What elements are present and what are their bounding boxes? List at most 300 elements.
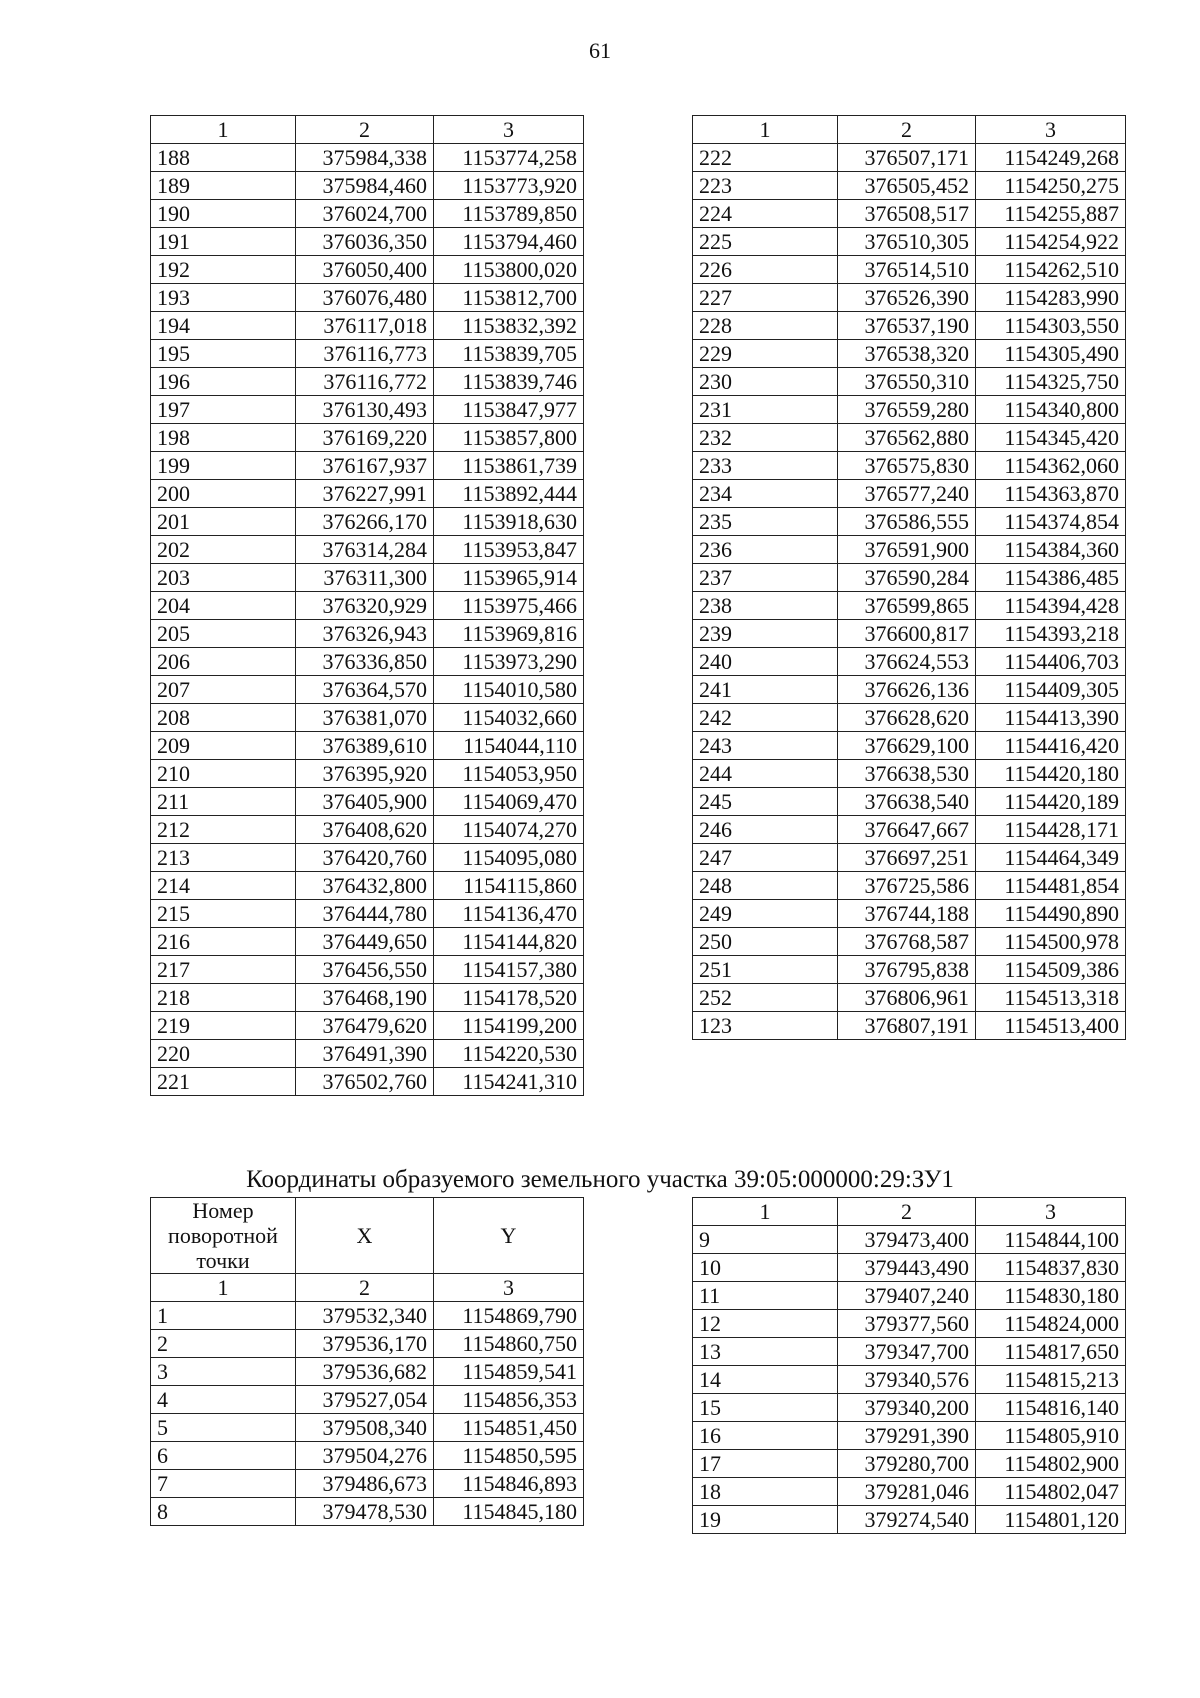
point-number-cell: 6 bbox=[151, 1442, 296, 1470]
x-coordinate-cell: 379473,400 bbox=[838, 1226, 976, 1254]
x-coordinate-cell: 376577,240 bbox=[838, 480, 976, 508]
x-coordinate-cell: 376591,900 bbox=[838, 536, 976, 564]
point-number-cell: 190 bbox=[151, 200, 296, 228]
column-number-row bbox=[151, 1274, 584, 1302]
point-number-cell: 4 bbox=[151, 1386, 296, 1414]
column-number-1: 1 bbox=[151, 116, 296, 144]
x-coordinate-cell: 376600,817 bbox=[838, 620, 976, 648]
table-row bbox=[151, 704, 584, 732]
x-coordinate-cell: 376550,310 bbox=[838, 368, 976, 396]
x-coordinate-cell: 376130,493 bbox=[296, 396, 434, 424]
y-coordinate-cell: 1154513,400 bbox=[976, 1012, 1126, 1040]
point-number-cell: 197 bbox=[151, 396, 296, 424]
column-number-3: 3 bbox=[976, 1198, 1126, 1226]
y-coordinate-cell: 1154394,428 bbox=[976, 592, 1126, 620]
point-number-cell: 215 bbox=[151, 900, 296, 928]
y-coordinate-cell: 1154303,550 bbox=[976, 312, 1126, 340]
y-coordinate-cell: 1154384,360 bbox=[976, 536, 1126, 564]
x-coordinate-cell: 376491,390 bbox=[296, 1040, 434, 1068]
point-number-cell: 123 bbox=[693, 1012, 838, 1040]
coordinates-table-bottom-left bbox=[150, 1197, 584, 1526]
x-coordinate-cell: 376336,850 bbox=[296, 648, 434, 676]
point-number-cell: 209 bbox=[151, 732, 296, 760]
y-coordinate-cell: 1154283,990 bbox=[976, 284, 1126, 312]
x-coordinate-cell: 376626,136 bbox=[838, 676, 976, 704]
point-number-cell: 189 bbox=[151, 172, 296, 200]
x-coordinate-cell: 376479,620 bbox=[296, 1012, 434, 1040]
table-row bbox=[151, 620, 584, 648]
x-coordinate-cell: 376117,018 bbox=[296, 312, 434, 340]
point-number-cell: 246 bbox=[693, 816, 838, 844]
y-coordinate-cell: 1153774,258 bbox=[434, 144, 584, 172]
point-number-cell: 10 bbox=[693, 1254, 838, 1282]
x-coordinate-cell: 376768,587 bbox=[838, 928, 976, 956]
y-coordinate-cell: 1154115,860 bbox=[434, 872, 584, 900]
table-row bbox=[693, 284, 1126, 312]
y-coordinate-cell: 1154513,318 bbox=[976, 984, 1126, 1012]
y-coordinate-cell: 1154464,349 bbox=[976, 844, 1126, 872]
x-coordinate-cell: 376638,530 bbox=[838, 760, 976, 788]
y-coordinate-cell: 1154509,386 bbox=[976, 956, 1126, 984]
column-number-row bbox=[151, 116, 584, 144]
x-coordinate-cell: 376507,171 bbox=[838, 144, 976, 172]
table-row bbox=[693, 732, 1126, 760]
x-coordinate-cell: 376116,773 bbox=[296, 340, 434, 368]
table-row bbox=[693, 564, 1126, 592]
x-coordinate-cell: 376116,772 bbox=[296, 368, 434, 396]
table-row bbox=[151, 312, 584, 340]
point-number-cell: 196 bbox=[151, 368, 296, 396]
point-number-cell: 208 bbox=[151, 704, 296, 732]
table-row bbox=[693, 1226, 1126, 1254]
y-coordinate-cell: 1153839,746 bbox=[434, 368, 584, 396]
point-number-cell: 192 bbox=[151, 256, 296, 284]
column-number-1: 1 bbox=[151, 1274, 296, 1302]
table-row bbox=[693, 788, 1126, 816]
point-number-cell: 12 bbox=[693, 1310, 838, 1338]
y-coordinate-cell: 1154860,750 bbox=[434, 1330, 584, 1358]
point-number-cell: 248 bbox=[693, 872, 838, 900]
table-row bbox=[693, 396, 1126, 424]
y-coordinate-cell: 1154406,703 bbox=[976, 648, 1126, 676]
x-coordinate-cell: 379281,046 bbox=[838, 1478, 976, 1506]
table-row bbox=[693, 676, 1126, 704]
column-number-2: 2 bbox=[296, 1274, 434, 1302]
x-coordinate-cell: 376024,700 bbox=[296, 200, 434, 228]
x-coordinate-cell: 376381,070 bbox=[296, 704, 434, 732]
point-number-cell: 7 bbox=[151, 1470, 296, 1498]
x-coordinate-cell: 379340,576 bbox=[838, 1366, 976, 1394]
table-row bbox=[693, 452, 1126, 480]
x-coordinate-cell: 376586,555 bbox=[838, 508, 976, 536]
y-coordinate-cell: 1153812,700 bbox=[434, 284, 584, 312]
point-number-cell: 16 bbox=[693, 1422, 838, 1450]
table-row bbox=[151, 228, 584, 256]
point-number-cell: 18 bbox=[693, 1478, 838, 1506]
point-number-cell: 239 bbox=[693, 620, 838, 648]
y-coordinate-cell: 1154144,820 bbox=[434, 928, 584, 956]
x-coordinate-cell: 379443,490 bbox=[838, 1254, 976, 1282]
x-coordinate-cell: 376502,760 bbox=[296, 1068, 434, 1096]
point-number-cell: 241 bbox=[693, 676, 838, 704]
point-number-cell: 13 bbox=[693, 1338, 838, 1366]
table-row bbox=[151, 956, 584, 984]
y-coordinate-cell: 1154074,270 bbox=[434, 816, 584, 844]
x-coordinate-cell: 376697,251 bbox=[838, 844, 976, 872]
y-coordinate-cell: 1154345,420 bbox=[976, 424, 1126, 452]
y-coordinate-cell: 1153969,816 bbox=[434, 620, 584, 648]
y-coordinate-cell: 1154249,268 bbox=[976, 144, 1126, 172]
point-number-cell: 212 bbox=[151, 816, 296, 844]
column-number-1: 1 bbox=[693, 116, 838, 144]
y-coordinate-cell: 1154500,978 bbox=[976, 928, 1126, 956]
y-coordinate-cell: 1153861,739 bbox=[434, 452, 584, 480]
table-row bbox=[693, 816, 1126, 844]
y-coordinate-cell: 1154837,830 bbox=[976, 1254, 1126, 1282]
y-coordinate-cell: 1153892,444 bbox=[434, 480, 584, 508]
coordinates-table-top-right bbox=[692, 115, 1126, 1040]
table-row bbox=[693, 872, 1126, 900]
point-number-cell: 230 bbox=[693, 368, 838, 396]
y-coordinate-cell: 1154363,870 bbox=[976, 480, 1126, 508]
x-coordinate-cell: 376514,510 bbox=[838, 256, 976, 284]
x-coordinate-cell: 376526,390 bbox=[838, 284, 976, 312]
x-coordinate-cell: 379407,240 bbox=[838, 1282, 976, 1310]
y-coordinate-cell: 1154305,490 bbox=[976, 340, 1126, 368]
column-number-3: 3 bbox=[434, 116, 584, 144]
table-row bbox=[693, 900, 1126, 928]
y-coordinate-cell: 1154053,950 bbox=[434, 760, 584, 788]
section-title: Координаты образуемого земельного участка 39:05:000000:29:ЗУ1 bbox=[246, 1166, 954, 1193]
table-row bbox=[151, 1470, 584, 1498]
point-number-cell: 247 bbox=[693, 844, 838, 872]
point-number-cell: 233 bbox=[693, 452, 838, 480]
y-coordinate-cell: 1154178,520 bbox=[434, 984, 584, 1012]
table-row bbox=[151, 396, 584, 424]
table-row bbox=[693, 1310, 1126, 1338]
point-number-cell: 3 bbox=[151, 1358, 296, 1386]
x-coordinate-cell: 376647,667 bbox=[838, 816, 976, 844]
table-row bbox=[151, 732, 584, 760]
x-coordinate-cell: 376444,780 bbox=[296, 900, 434, 928]
point-number-cell: 211 bbox=[151, 788, 296, 816]
y-coordinate-cell: 1154413,390 bbox=[976, 704, 1126, 732]
point-number-cell: 229 bbox=[693, 340, 838, 368]
point-number-cell: 195 bbox=[151, 340, 296, 368]
point-number-cell: 19 bbox=[693, 1506, 838, 1534]
y-coordinate-cell: 1154817,650 bbox=[976, 1338, 1126, 1366]
y-coordinate-cell: 1154801,120 bbox=[976, 1506, 1126, 1534]
table-row bbox=[151, 984, 584, 1012]
table-row bbox=[151, 648, 584, 676]
x-coordinate-cell: 376050,400 bbox=[296, 256, 434, 284]
y-coordinate-cell: 1154044,110 bbox=[434, 732, 584, 760]
point-number-cell: 14 bbox=[693, 1366, 838, 1394]
x-coordinate-cell: 376562,880 bbox=[838, 424, 976, 452]
x-coordinate-cell: 376807,191 bbox=[838, 1012, 976, 1040]
point-number-cell: 1 bbox=[151, 1302, 296, 1330]
x-coordinate-cell: 376538,320 bbox=[838, 340, 976, 368]
y-coordinate-cell: 1154816,140 bbox=[976, 1394, 1126, 1422]
x-coordinate-cell: 376575,830 bbox=[838, 452, 976, 480]
point-number-cell: 249 bbox=[693, 900, 838, 928]
y-coordinate-cell: 1154481,854 bbox=[976, 872, 1126, 900]
table-row bbox=[151, 1330, 584, 1358]
y-coordinate-cell: 1153839,705 bbox=[434, 340, 584, 368]
table-row bbox=[693, 1422, 1126, 1450]
point-number-cell: 223 bbox=[693, 172, 838, 200]
x-coordinate-cell: 379280,700 bbox=[838, 1450, 976, 1478]
x-coordinate-cell: 376628,620 bbox=[838, 704, 976, 732]
table-row bbox=[693, 760, 1126, 788]
table-row bbox=[693, 480, 1126, 508]
y-coordinate-cell: 1154802,900 bbox=[976, 1450, 1126, 1478]
table-row bbox=[151, 1040, 584, 1068]
y-coordinate-cell: 1154340,800 bbox=[976, 396, 1126, 424]
y-coordinate-cell: 1154393,218 bbox=[976, 620, 1126, 648]
x-coordinate-cell: 379347,700 bbox=[838, 1338, 976, 1366]
table-row bbox=[693, 1282, 1126, 1310]
point-number-cell: 201 bbox=[151, 508, 296, 536]
point-number-cell: 207 bbox=[151, 676, 296, 704]
x-coordinate-cell: 379377,560 bbox=[838, 1310, 976, 1338]
table-row bbox=[693, 536, 1126, 564]
point-number-cell: 214 bbox=[151, 872, 296, 900]
x-coordinate-cell: 376266,170 bbox=[296, 508, 434, 536]
y-coordinate-cell: 1154850,595 bbox=[434, 1442, 584, 1470]
x-coordinate-cell: 376405,900 bbox=[296, 788, 434, 816]
column-number-3: 3 bbox=[976, 116, 1126, 144]
table-row bbox=[151, 200, 584, 228]
y-coordinate-cell: 1153847,977 bbox=[434, 396, 584, 424]
table-row bbox=[151, 508, 584, 536]
table-row bbox=[151, 284, 584, 312]
table-row bbox=[151, 1068, 584, 1096]
table-row bbox=[693, 984, 1126, 1012]
point-number-cell: 242 bbox=[693, 704, 838, 732]
table-row bbox=[151, 1302, 584, 1330]
x-coordinate-cell: 379340,200 bbox=[838, 1394, 976, 1422]
table-row bbox=[151, 788, 584, 816]
point-number-cell: 218 bbox=[151, 984, 296, 1012]
x-coordinate-cell: 376505,452 bbox=[838, 172, 976, 200]
y-coordinate-cell: 1154386,485 bbox=[976, 564, 1126, 592]
table-row bbox=[151, 1358, 584, 1386]
coordinates-table-bottom-right bbox=[692, 1197, 1126, 1534]
point-number-cell: 203 bbox=[151, 564, 296, 592]
y-coordinate-cell: 1154362,060 bbox=[976, 452, 1126, 480]
point-number-cell: 204 bbox=[151, 592, 296, 620]
table-row bbox=[151, 452, 584, 480]
x-coordinate-cell: 376326,943 bbox=[296, 620, 434, 648]
table-row bbox=[151, 368, 584, 396]
y-coordinate-cell: 1154010,580 bbox=[434, 676, 584, 704]
x-coordinate-cell: 376408,620 bbox=[296, 816, 434, 844]
table-row bbox=[151, 256, 584, 284]
point-number-cell: 5 bbox=[151, 1414, 296, 1442]
y-coordinate-cell: 1154851,450 bbox=[434, 1414, 584, 1442]
x-coordinate-cell: 379291,390 bbox=[838, 1422, 976, 1450]
table-row bbox=[693, 956, 1126, 984]
x-coordinate-cell: 376076,480 bbox=[296, 284, 434, 312]
column-number-row bbox=[693, 1198, 1126, 1226]
point-number-cell: 193 bbox=[151, 284, 296, 312]
table-row bbox=[693, 1254, 1126, 1282]
point-number-cell: 225 bbox=[693, 228, 838, 256]
x-coordinate-cell: 376629,100 bbox=[838, 732, 976, 760]
y-coordinate-cell: 1154845,180 bbox=[434, 1498, 584, 1526]
table-row bbox=[151, 536, 584, 564]
point-number-cell: 198 bbox=[151, 424, 296, 452]
x-header: X bbox=[296, 1198, 434, 1274]
y-coordinate-cell: 1154490,890 bbox=[976, 900, 1126, 928]
point-number-cell: 250 bbox=[693, 928, 838, 956]
point-number-cell: 9 bbox=[693, 1226, 838, 1254]
y-coordinate-cell: 1153832,392 bbox=[434, 312, 584, 340]
table-row bbox=[693, 704, 1126, 732]
x-coordinate-cell: 376508,517 bbox=[838, 200, 976, 228]
x-coordinate-cell: 376169,220 bbox=[296, 424, 434, 452]
column-number-3: 3 bbox=[434, 1274, 584, 1302]
y-coordinate-cell: 1154069,470 bbox=[434, 788, 584, 816]
x-coordinate-cell: 376744,188 bbox=[838, 900, 976, 928]
y-coordinate-cell: 1154830,180 bbox=[976, 1282, 1126, 1310]
table-row bbox=[151, 676, 584, 704]
y-coordinate-cell: 1153953,847 bbox=[434, 536, 584, 564]
x-coordinate-cell: 376806,961 bbox=[838, 984, 976, 1012]
table-row bbox=[151, 1386, 584, 1414]
x-coordinate-cell: 379532,340 bbox=[296, 1302, 434, 1330]
x-coordinate-cell: 376311,300 bbox=[296, 564, 434, 592]
y-coordinate-cell: 1154254,922 bbox=[976, 228, 1126, 256]
x-coordinate-cell: 379536,170 bbox=[296, 1330, 434, 1358]
table-row bbox=[693, 592, 1126, 620]
y-coordinate-cell: 1154220,530 bbox=[434, 1040, 584, 1068]
point-number-cell: 244 bbox=[693, 760, 838, 788]
point-number-cell: 216 bbox=[151, 928, 296, 956]
table-row bbox=[693, 1506, 1126, 1534]
page-number: 61 bbox=[589, 38, 611, 63]
point-number-cell: 232 bbox=[693, 424, 838, 452]
y-coordinate-cell: 1154869,790 bbox=[434, 1302, 584, 1330]
table-row bbox=[151, 760, 584, 788]
coordinates-table-top-left bbox=[150, 115, 584, 1096]
x-coordinate-cell: 376537,190 bbox=[838, 312, 976, 340]
table-row bbox=[151, 928, 584, 956]
y-coordinate-cell: 1153973,290 bbox=[434, 648, 584, 676]
table-row bbox=[151, 144, 584, 172]
x-coordinate-cell: 379536,682 bbox=[296, 1358, 434, 1386]
x-coordinate-cell: 379504,276 bbox=[296, 1442, 434, 1470]
table-row bbox=[151, 1012, 584, 1040]
table-row bbox=[151, 424, 584, 452]
point-number-cell: 205 bbox=[151, 620, 296, 648]
point-number-cell: 252 bbox=[693, 984, 838, 1012]
point-number-cell: 227 bbox=[693, 284, 838, 312]
header-row bbox=[151, 1198, 584, 1274]
x-coordinate-cell: 376559,280 bbox=[838, 396, 976, 424]
x-coordinate-cell: 376624,553 bbox=[838, 648, 976, 676]
y-coordinate-cell: 1154032,660 bbox=[434, 704, 584, 732]
point-number-cell: 222 bbox=[693, 144, 838, 172]
point-number-cell: 220 bbox=[151, 1040, 296, 1068]
x-coordinate-cell: 379527,054 bbox=[296, 1386, 434, 1414]
table-row bbox=[693, 228, 1126, 256]
x-coordinate-cell: 376599,865 bbox=[838, 592, 976, 620]
point-number-cell: 240 bbox=[693, 648, 838, 676]
y-coordinate-cell: 1153975,466 bbox=[434, 592, 584, 620]
table-row bbox=[151, 480, 584, 508]
column-number-2: 2 bbox=[296, 116, 434, 144]
point-number-cell: 219 bbox=[151, 1012, 296, 1040]
y-coordinate-cell: 1154250,275 bbox=[976, 172, 1126, 200]
table-row bbox=[693, 1012, 1126, 1040]
y-coordinate-cell: 1153857,800 bbox=[434, 424, 584, 452]
point-number-cell: 194 bbox=[151, 312, 296, 340]
table-row bbox=[693, 1366, 1126, 1394]
x-coordinate-cell: 376638,540 bbox=[838, 788, 976, 816]
table-row bbox=[693, 1450, 1126, 1478]
x-coordinate-cell: 376167,937 bbox=[296, 452, 434, 480]
column-number-1: 1 bbox=[693, 1198, 838, 1226]
x-coordinate-cell: 376449,650 bbox=[296, 928, 434, 956]
table-row bbox=[693, 312, 1126, 340]
y-coordinate-cell: 1154856,353 bbox=[434, 1386, 584, 1414]
point-number-cell: 202 bbox=[151, 536, 296, 564]
point-number-cell: 213 bbox=[151, 844, 296, 872]
table-row bbox=[151, 172, 584, 200]
y-coordinate-cell: 1154824,000 bbox=[976, 1310, 1126, 1338]
table-row bbox=[693, 172, 1126, 200]
x-coordinate-cell: 376590,284 bbox=[838, 564, 976, 592]
y-coordinate-cell: 1154255,887 bbox=[976, 200, 1126, 228]
table-row bbox=[693, 844, 1126, 872]
y-coordinate-cell: 1154844,100 bbox=[976, 1226, 1126, 1254]
x-coordinate-cell: 376432,800 bbox=[296, 872, 434, 900]
y-coordinate-cell: 1154136,470 bbox=[434, 900, 584, 928]
point-number-cell: 228 bbox=[693, 312, 838, 340]
x-coordinate-cell: 376227,991 bbox=[296, 480, 434, 508]
column-number-2: 2 bbox=[838, 1198, 976, 1226]
table-row bbox=[693, 508, 1126, 536]
y-coordinate-cell: 1154241,310 bbox=[434, 1068, 584, 1096]
point-number-cell: 17 bbox=[693, 1450, 838, 1478]
y-coordinate-cell: 1154157,380 bbox=[434, 956, 584, 984]
x-coordinate-cell: 379508,340 bbox=[296, 1414, 434, 1442]
point-number-cell: 217 bbox=[151, 956, 296, 984]
table-row bbox=[693, 368, 1126, 396]
table-row bbox=[693, 928, 1126, 956]
x-coordinate-cell: 379486,673 bbox=[296, 1470, 434, 1498]
y-coordinate-cell: 1153789,850 bbox=[434, 200, 584, 228]
table-row bbox=[151, 340, 584, 368]
x-coordinate-cell: 376389,610 bbox=[296, 732, 434, 760]
table-row bbox=[693, 200, 1126, 228]
point-number-cell: 251 bbox=[693, 956, 838, 984]
y-coordinate-cell: 1154199,200 bbox=[434, 1012, 584, 1040]
table-row bbox=[693, 1478, 1126, 1506]
point-number-cell: 2 bbox=[151, 1330, 296, 1358]
point-number-header: Номер поворотной точки bbox=[151, 1198, 296, 1274]
table-row bbox=[693, 340, 1126, 368]
point-number-cell: 224 bbox=[693, 200, 838, 228]
table-row bbox=[693, 1338, 1126, 1366]
x-coordinate-cell: 376420,760 bbox=[296, 844, 434, 872]
point-number-cell: 243 bbox=[693, 732, 838, 760]
table-row bbox=[151, 1498, 584, 1526]
x-coordinate-cell: 376364,570 bbox=[296, 676, 434, 704]
y-coordinate-cell: 1154374,854 bbox=[976, 508, 1126, 536]
